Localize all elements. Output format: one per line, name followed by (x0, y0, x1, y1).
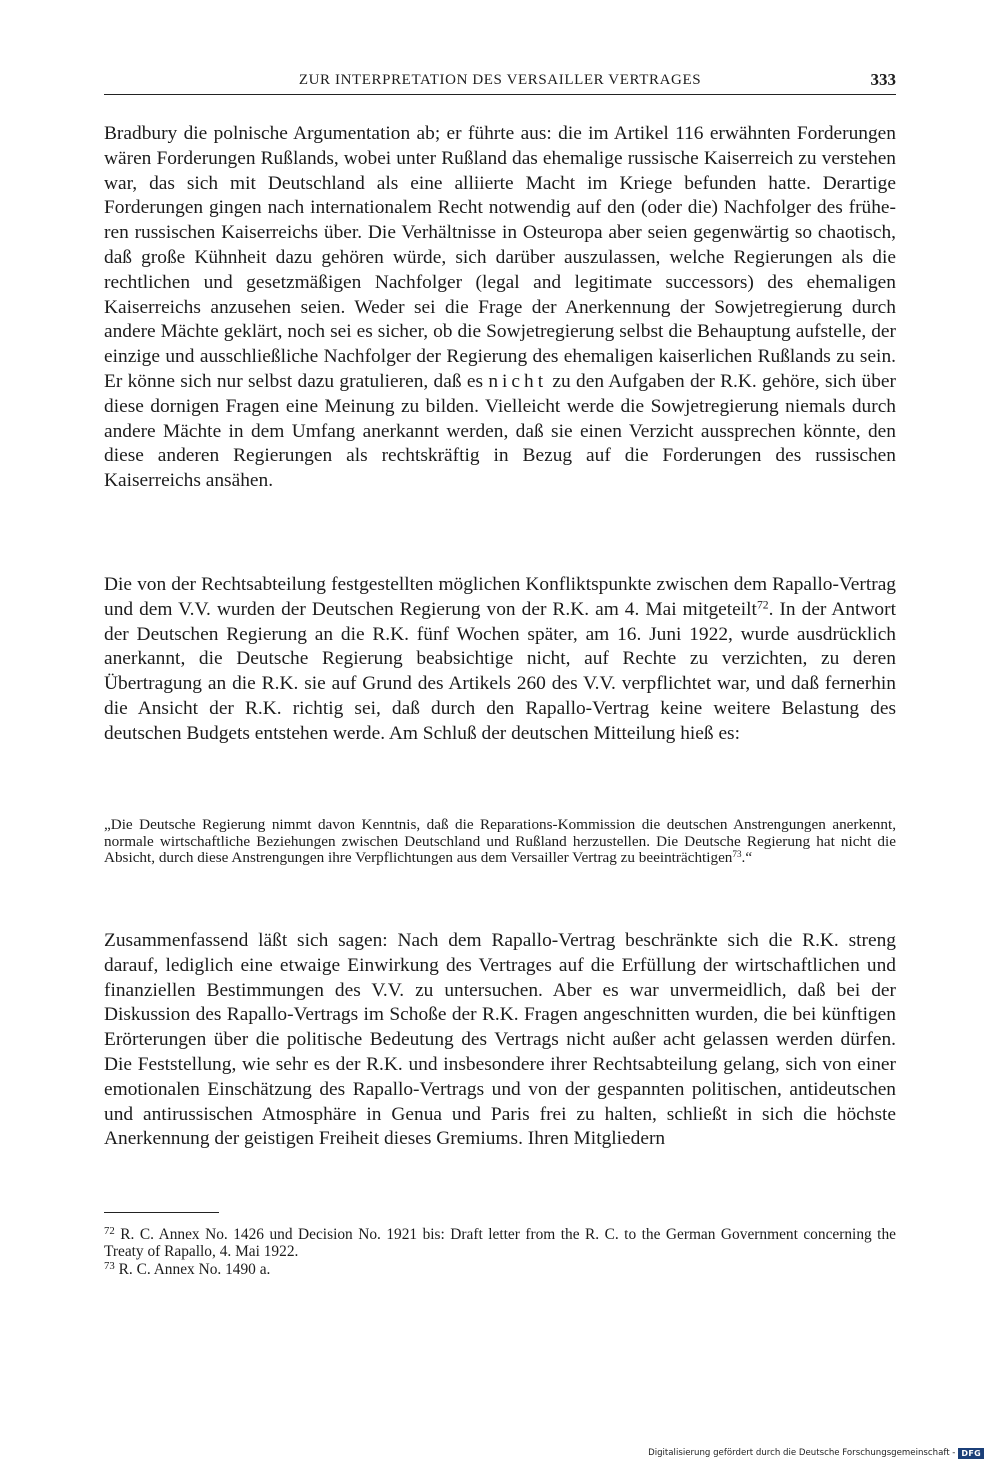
footnote-text: R. C. Annex No. 1426 und Decision No. 1921 bis: Draft letter from the R. C. to the German Government concerning the Treaty of Rapallo, 4. Mai 1922. (104, 1226, 896, 1261)
digitization-credit (648, 1446, 984, 1460)
emphasis-nicht: nicht (488, 370, 548, 392)
credit-text: Digitalisierung gefördert durch die Deutsche Forschungsgemeinschaft - (648, 1448, 956, 1458)
footnotes (104, 1226, 896, 1278)
quote-text-after: .“ (741, 849, 753, 867)
quote-text: „Die Deutsche Regierung nimmt davon Kenntnis, daß die Reparations-Kommission die deutschen Anstrengungen anerkennt, normale wirtschaftliche Beziehungen zwischen Deutschland und Rußland herzustellen. Die Deutsche Regierung hat nicht die Absicht, durch diese Anstrengungen ihre Verpflichtungen aus dem Versailler Vertrag zu beeinträchtigen (104, 816, 896, 867)
footnote-73 (104, 1261, 896, 1278)
footnote-72 (104, 1226, 896, 1261)
footnote-text: R. C. Annex No. 1490 a. (118, 1260, 271, 1278)
paragraph-2 (104, 573, 896, 747)
paragraph-3 (104, 929, 896, 1152)
footnote-ref-72[interactable]: 72 (756, 598, 769, 612)
footnote-ref-73[interactable]: 73 (732, 849, 742, 860)
running-head (104, 70, 896, 95)
paragraph-2-text-after: . In der Antwort der Deutschen Regierung an die R.K. fünf Wochen später, am 16. Juni 1922, wurde ausdrücklich anerkannt, die Deutsche Regierung beabsichtige nicht, auf Rechte zu verzichten, zu deren Übertragung an die R.K. sie auf Grund des Artikels 260 des V.V. verpflichtet war, und daß fernerhin die Ansicht der R.K. richtig sei, daß durch den Rapallo-Vertrag keine weitere Belastung des deutschen Budgets entstehen werde. Am Schluß der deutschen Mitteilung hieß es: (104, 598, 896, 744)
running-title: ZUR INTERPRETATION DES VERSAILLER VERTRAGES (298, 72, 702, 88)
footnote-mark: 73 (104, 1259, 115, 1272)
paragraph-1 (104, 122, 896, 494)
paragraph-3-text: Zusammenfassend läßt sich sagen: Nach dem Rapallo-Vertrag beschränkte sich die R.K. streng darauf, lediglich eine etwaige Einwirkung des Vertrages auf die Erfüllung der wirtschaftlichen und finanziellen Bestimmungen des V.V. zu untersuchen. Aber es war unvermeidlich, daß bei der Diskussion des Rapallo-Vertrags im Schoße der R.K. Fragen angeschnitten wurden, die bei künftigen Erörterungen über die politische Bedeutung des Vertrags nicht außer acht gelassen werden dürfen. Die Feststellung, wie sehr es der R.K. und insbesondere ihrer Rechtsabteilung gelang, sich von einer emotionalen Einschätzung des Rapallo-Vertrags und von der gespannten politischen, antideutschen und antirussischen Atmosphäre in Genua und Paris frei zu halten, schließt in sich die höchste Anerkennung der geistigen Freiheit dieses Gremiums. Ihren Mitgliedern (104, 930, 896, 1150)
footnote-rule (104, 1212, 219, 1213)
footnote-mark: 72 (104, 1225, 115, 1238)
paragraph-1-text: Bradbury die polnische Argumentation ab; er führte aus: die im Artikel 116 erwähnten Forderungen wären Forderungen Rußlands, wobei unter Rußland das ehemalige russische Kaiserreich zu verstehen war, das sich mit Deutschland als eine alliierte Macht im Kriege befunden hatte. Derartige Forderungen gingen nach internationalem Recht notwendig auf den (oder die) Nachfolger des früheren russischen Kaiserreichs über. Die Verhältnisse in Osteuropa aber seien gegenwärtig so chaotisch, daß große Kühnheit dazu gehören würde, sich darüber auszulassen, welche Regierungen als die rechtlichen und gesetzmäßigen Nachfolger (legal and legitimate successors) des ehemaligen Kaiserreichs anzusehen seien. Weder sei die Frage der Anerkennung der Sowjetregierung durch andere Mächte geklärt, noch sei es sicher, ob die Sowjetregierung selbst die Behauptung aufstelle, der einzige und ausschließliche Nachfolger der Regierung des ehemaligen kaiserlichen Rußlands zu sein. Er könne sich nur selbst dazu gratulieren, daß es (104, 123, 896, 392)
paragraph-2-text: Die von der Rechtsabteilung festgestellten möglichen Konfliktspunkte zwischen dem Rapallo-Vertrag und dem V.V. wurden der Deutschen Regierung von der R.K. am 4. Mai mitgeteilt (104, 574, 896, 620)
paragraph-1-text-after: zu den Aufgaben der R.K. gehöre, sich über diese dornigen Fragen eine Meinung zu bilden. Vielleicht werde die Sowjetregierung niemals durch andere Mächte in dem Umfang anerkannt werden, daß sie einen Verzicht aussprechen könnte, den diese anderen Regierungen als rechtskräftig in Bezug auf die Forderungen des russischen Kaiserreichs ansähen. (104, 370, 896, 492)
block-quote (104, 817, 896, 867)
page-number: 333 (870, 70, 896, 89)
dfg-logo-icon: DFG (958, 1448, 984, 1459)
